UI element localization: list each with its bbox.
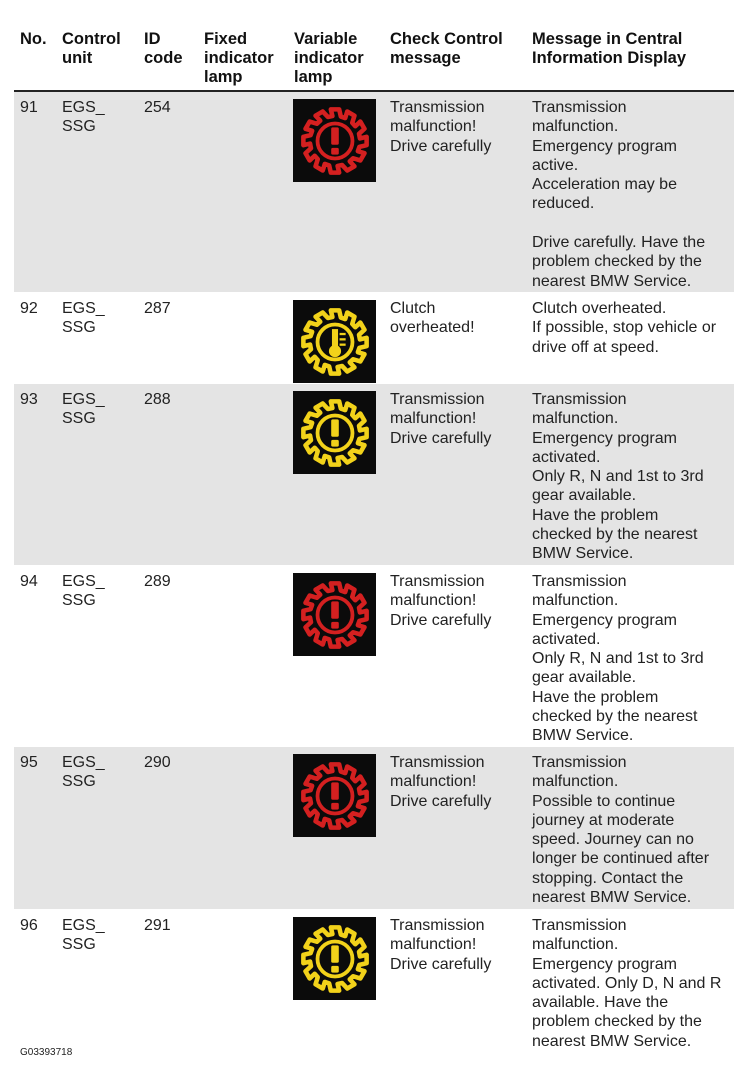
text-line: Drive carefully: [390, 429, 492, 447]
control-unit: [62, 98, 132, 137]
text-line: [532, 214, 732, 233]
transmission-warning-icon: [297, 577, 373, 653]
transmission-warning-icon: [297, 758, 373, 834]
text-line: EGS_: [62, 917, 105, 934]
control-unit: [62, 390, 132, 429]
text-line: EGS_: [62, 300, 105, 317]
row-number: 91: [20, 99, 38, 116]
transmission-temperature-icon: [297, 304, 373, 380]
text-line: SSG: [62, 319, 96, 337]
text-line: Emergency program: [532, 611, 677, 629]
text-line: malfunction.: [532, 118, 619, 136]
text-line: checked by the nearest: [532, 708, 698, 726]
text-line: problem checked by the: [532, 1013, 702, 1031]
cid-message: [532, 572, 732, 746]
table-row: [14, 384, 734, 566]
id-code: 289: [144, 573, 171, 590]
id-code: 288: [144, 391, 171, 408]
text-line: problem checked by the: [532, 253, 702, 271]
text-line: Clutch: [390, 300, 436, 317]
text-line: speed. Journey can no: [532, 831, 694, 849]
text-line: nearest BMW Service.: [532, 1032, 692, 1050]
variable-indicator-lamp: [293, 573, 376, 656]
text-line: active.: [532, 156, 579, 174]
text-line: malfunction.: [532, 410, 619, 428]
text-line: EGS_: [62, 754, 105, 771]
text-line: Only R, N and 1st to 3rd: [532, 650, 704, 668]
text-line: Drive carefully. Have the: [532, 234, 706, 252]
check-control-message: [390, 572, 530, 630]
variable-indicator-lamp: [293, 754, 376, 837]
table-row: [14, 293, 734, 384]
text-line: Transmission: [532, 391, 627, 408]
text-line: If possible, stop vehicle or: [532, 319, 717, 337]
text-line: Acceleration may be: [532, 176, 677, 194]
control-unit: [62, 572, 132, 611]
text-line: malfunction!: [390, 592, 477, 610]
variable-indicator-lamp: [293, 391, 376, 474]
row-number: 94: [20, 573, 38, 590]
text-line: EGS_: [62, 391, 105, 408]
text-line: malfunction.: [532, 773, 619, 791]
text-line: malfunction!: [390, 773, 477, 791]
text-line: activated.: [532, 630, 601, 648]
text-line: activated.: [532, 448, 601, 466]
text-line: Transmission: [390, 99, 485, 116]
text-line: Transmission: [532, 754, 627, 771]
text-line: longer be continued after: [532, 850, 710, 868]
text-line: malfunction!: [390, 936, 477, 954]
text-line: malfunction.: [532, 936, 619, 954]
header-fixed-lamp: Fixed indicator lamp: [204, 30, 274, 86]
table-row: [14, 747, 734, 910]
cid-message: [532, 753, 732, 907]
header-no: No.: [20, 30, 47, 48]
text-line: overheated!: [390, 319, 475, 337]
header-id-code: ID code: [144, 30, 183, 67]
transmission-warning-icon: [297, 921, 373, 997]
table-row: [14, 566, 734, 747]
check-control-message: [390, 299, 530, 338]
text-line: SSG: [62, 592, 96, 610]
text-line: Transmission: [390, 573, 485, 590]
text-line: EGS_: [62, 573, 105, 590]
row-number: 92: [20, 300, 38, 317]
text-line: Drive carefully: [390, 955, 492, 973]
row-number: 96: [20, 917, 38, 934]
table-body: [14, 92, 734, 1059]
text-line: journey at moderate: [532, 811, 675, 829]
text-line: Emergency program: [532, 955, 677, 973]
text-line: SSG: [62, 410, 96, 428]
header-cid-message: Message in Central Information Display: [532, 30, 687, 67]
indicator-table: [14, 0, 734, 1059]
table-row: [14, 92, 734, 293]
text-line: reduced.: [532, 195, 595, 213]
text-line: SSG: [62, 773, 96, 791]
text-line: SSG: [62, 936, 96, 954]
control-unit: [62, 916, 132, 955]
text-line: Transmission: [532, 573, 627, 590]
variable-indicator-lamp: [293, 99, 376, 182]
id-code: 287: [144, 300, 171, 317]
control-unit: [62, 299, 132, 338]
text-line: malfunction.: [532, 592, 619, 610]
variable-indicator-lamp: [293, 300, 376, 383]
text-line: stopping. Contact the: [532, 869, 684, 887]
text-line: nearest BMW Service.: [532, 272, 692, 290]
text-line: gear available.: [532, 487, 637, 505]
text-line: Transmission: [532, 917, 627, 934]
figure-code: G03393718: [20, 1047, 73, 1058]
check-control-message: [390, 98, 530, 156]
text-line: activated. Only D, N and R: [532, 974, 722, 992]
check-control-message: [390, 390, 530, 448]
text-line: checked by the nearest: [532, 526, 698, 544]
text-line: Transmission: [532, 99, 627, 116]
check-control-message: [390, 916, 530, 974]
cid-message: [532, 390, 732, 564]
id-code: 290: [144, 754, 171, 771]
transmission-warning-icon: [297, 103, 373, 179]
text-line: Possible to continue: [532, 792, 676, 810]
cid-message: [532, 98, 732, 291]
cid-message: [532, 299, 732, 357]
text-line: Only R, N and 1st to 3rd: [532, 468, 704, 486]
control-unit: [62, 753, 132, 792]
text-line: nearest BMW Service.: [532, 889, 692, 907]
cid-message: [532, 916, 732, 1051]
row-number: 95: [20, 754, 38, 771]
text-line: SSG: [62, 118, 96, 136]
text-line: Emergency program: [532, 137, 677, 155]
header-variable-lamp: Variable indicator lamp: [294, 30, 364, 86]
text-line: EGS_: [62, 99, 105, 116]
text-line: BMW Service.: [532, 545, 634, 563]
header-check-control: Check Control message: [390, 30, 503, 67]
text-line: Emergency program: [532, 429, 677, 447]
header-control-unit: Control unit: [62, 30, 121, 67]
text-line: Drive carefully: [390, 137, 492, 155]
text-line: Have the problem: [532, 688, 659, 706]
text-line: malfunction!: [390, 410, 477, 428]
text-line: gear available.: [532, 669, 637, 687]
text-line: Have the problem: [532, 506, 659, 524]
id-code: 291: [144, 917, 171, 934]
text-line: malfunction!: [390, 118, 477, 136]
text-line: Drive carefully: [390, 792, 492, 810]
table-row: [14, 910, 734, 1059]
text-line: Transmission: [390, 391, 485, 408]
table-header: [14, 0, 734, 92]
text-line: Drive carefully: [390, 611, 492, 629]
text-line: Clutch overheated.: [532, 300, 667, 317]
text-line: Transmission: [390, 754, 485, 771]
text-line: Transmission: [390, 917, 485, 934]
row-number: 93: [20, 391, 38, 408]
transmission-warning-icon: [297, 395, 373, 471]
text-line: available. Have the: [532, 994, 669, 1012]
check-control-message: [390, 753, 530, 811]
id-code: 254: [144, 99, 171, 116]
text-line: drive off at speed.: [532, 338, 659, 356]
text-line: BMW Service.: [532, 727, 634, 745]
variable-indicator-lamp: [293, 917, 376, 1000]
